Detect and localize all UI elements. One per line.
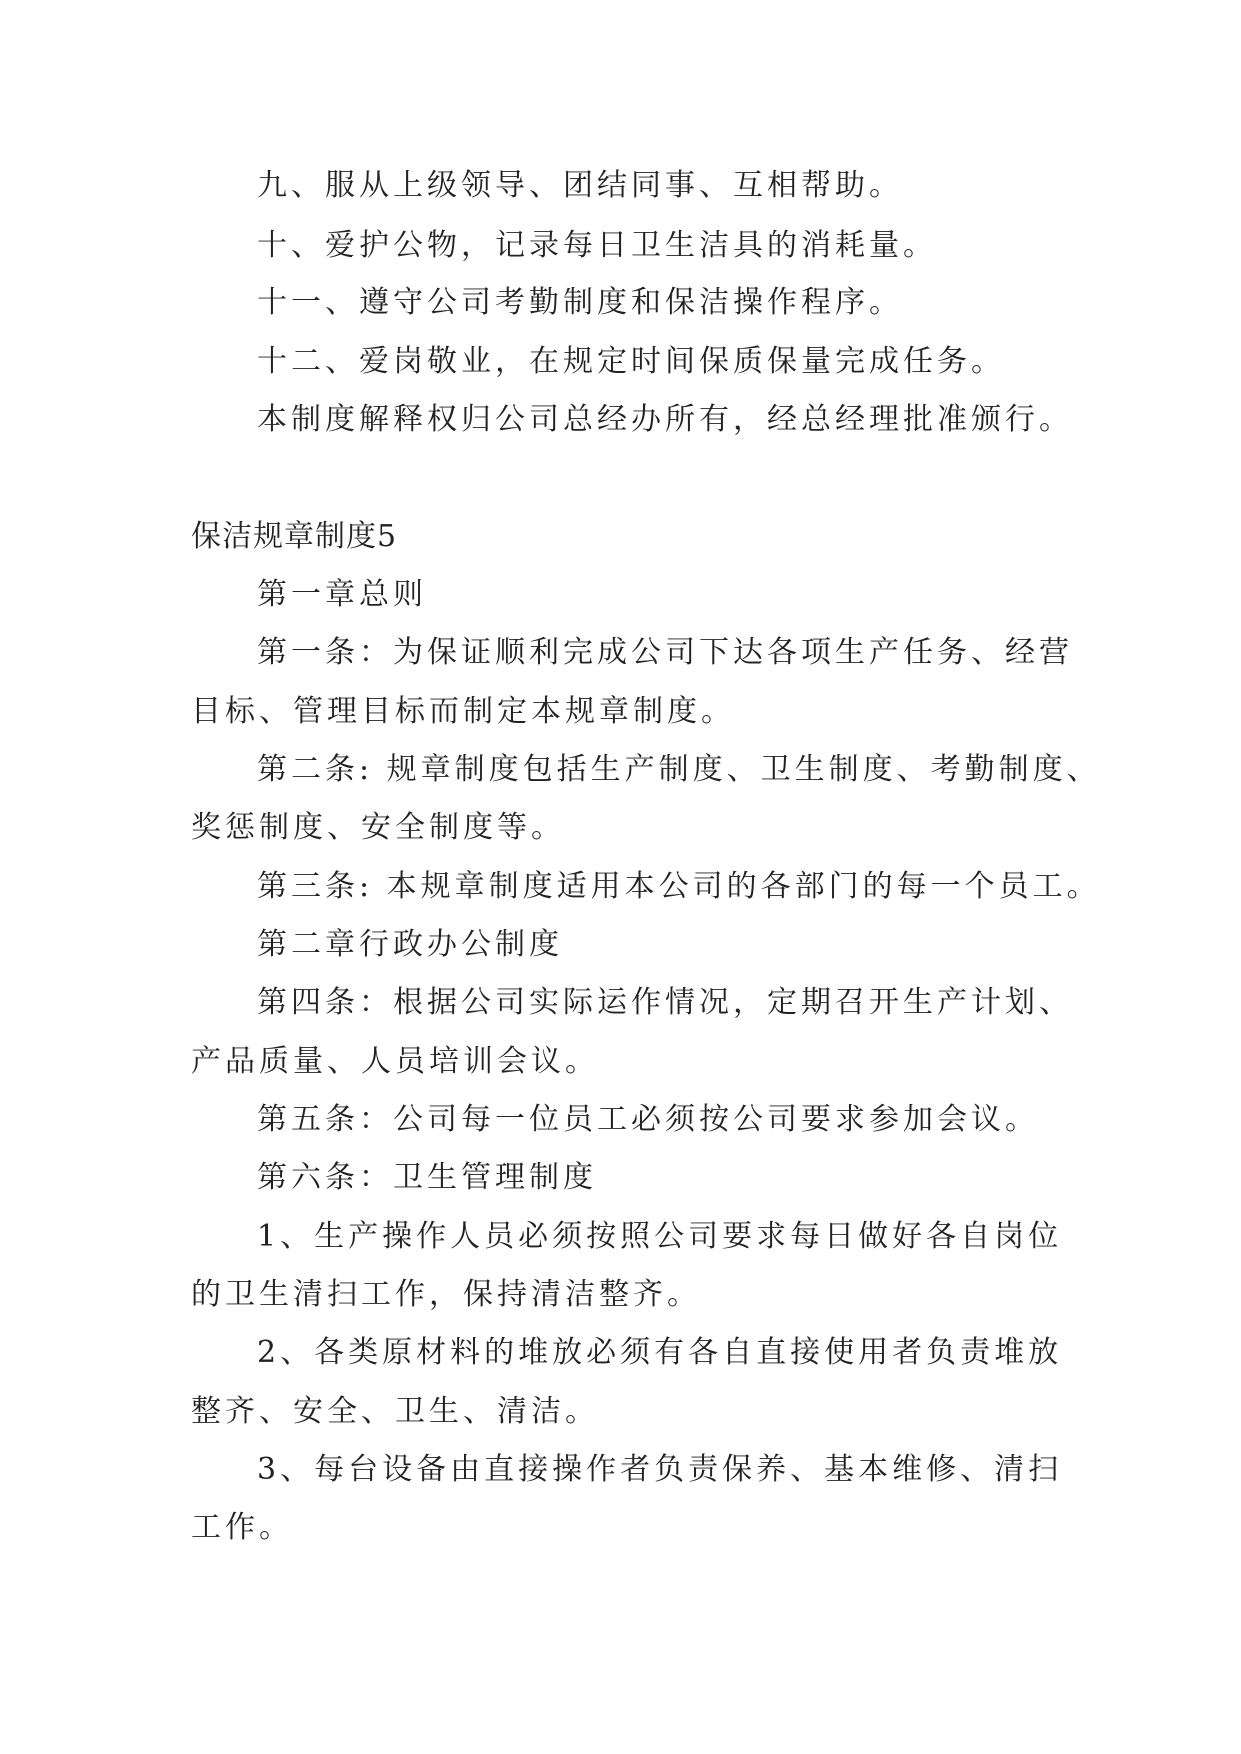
paragraph-line: 目标、管理目标而制定本规章制度。 [191, 694, 735, 729]
paragraph-line: 第三条: 本规章制度适用本公司的各部门的每一个员工。 [257, 869, 1101, 904]
paragraph-line: 第五条：公司每一位员工必须按公司要求参加会议。 [257, 1102, 1039, 1137]
section-title: 保洁规章制度5 [191, 519, 398, 554]
paragraph-line: 奖惩制度、安全制度等。 [191, 810, 565, 845]
paragraph-line: 十、爱护公物，记录每日卫生洁具的消耗量。 [257, 228, 937, 263]
paragraph-line: 十二、爱岗敬业，在规定时间保质保量完成任务。 [257, 344, 1005, 379]
paragraph-line: 十一、遵守公司考勤制度和保洁操作程序。 [257, 285, 903, 320]
paragraph-line: 整齐、安全、卫生、清洁。 [191, 1394, 599, 1429]
paragraph-line: 第二条: 规章制度包括生产制度、卫生制度、考勤制度、 [257, 752, 1101, 787]
paragraph-line: 产品质量、人员培训会议。 [191, 1044, 599, 1079]
paragraph-line: 的卫生清扫工作，保持清洁整齐。 [191, 1277, 701, 1312]
paragraph-line: 3、每台设备由直接操作者负责保养、基本维修、清扫 [257, 1452, 1063, 1487]
chapter-heading: 第二章行政办公制度 [257, 927, 563, 962]
paragraph-line: 1、生产操作人员必须按照公司要求每日做好各自岗位 [257, 1219, 1063, 1254]
paragraph-line: 本制度解释权归公司总经办所有，经总经理批准颁行。 [257, 402, 1073, 437]
paragraph-line: 第一条：为保证顺利完成公司下达各项生产任务、经营 [257, 635, 1073, 670]
paragraph-line: 第六条：卫生管理制度 [257, 1160, 597, 1195]
paragraph-line: 九、服从上级领导、团结同事、互相帮助。 [257, 168, 903, 203]
paragraph-line: 工作。 [191, 1510, 293, 1545]
chapter-heading: 第一章总则 [257, 577, 427, 612]
paragraph-line: 2、各类原材料的堆放必须有各自直接使用者负责堆放 [257, 1335, 1063, 1370]
paragraph-line: 第四条：根据公司实际运作情况，定期召开生产计划、 [257, 985, 1073, 1020]
